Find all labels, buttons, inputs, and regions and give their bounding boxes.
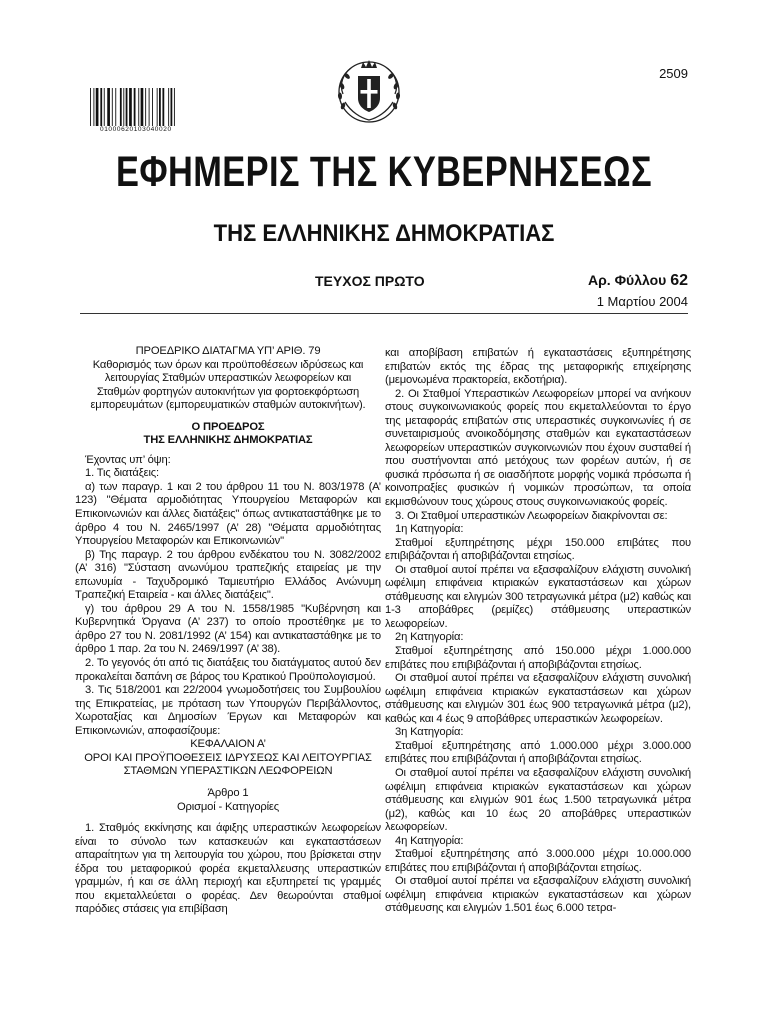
barcode-bar xyxy=(107,88,110,126)
barcode-bar xyxy=(104,88,105,126)
issue-date: 1 Μαρτίου 2004 xyxy=(596,294,688,309)
coat-of-arms-emblem xyxy=(333,54,405,126)
barcode-bar xyxy=(138,88,139,126)
article-title: Ορισμοί - Κατηγορίες xyxy=(176,800,280,813)
category-2-title: 2η Κατηγορία: xyxy=(395,631,464,644)
barcode-number: 01000620103040020 xyxy=(100,126,172,133)
gazette-title: ΕΦΗΜΕΡΙΣ ΤΗΣ ΚΥΒΕΡΝΗΣΕΩΣ xyxy=(115,148,652,196)
decree-subject: Καθορισμός των όρων και προϋποθέσεων ιδρύσεως και λειτουργίας Σταθμών υπεραστικών λεωφορείων και Σταθμών φορτηγών αυτοκινήτων για φορτοεκφόρτωση εμπορευμάτων (εμπορευματικών σταθμών αυτοκινήτων). xyxy=(90,358,366,412)
paragraph-2: 2. Οι Σταθμοί Υπεραστικών Λεωφορείων μπορεί να ανήκουν στους συγκοινωνιακούς φορείς που εκμεταλλεύονται το έργο της μεταφοράς επιβατών στις υπεραστικές συγκοινωνίες ή σε συνεταιρισμούς ανοικοδόμησης σταθμών και εγκαταστάσεων λεωφορείων υπεραστικών συγκοινωνιών που έχουν συσταθεί ή που συστήνονται από μετόχους των φορέων αυτών, ή σε φυσικά πρόσωπα ή σε οιασδήποτε μορφής νομικά πρόσωπα ή κοινοπραξίες φυσικών ή νομικών προσώπων, τα οποία εκμισθώνουν τους χώρους στους συγκοινωνιακούς φορείς. xyxy=(385,387,691,509)
paragraph-3: 3. Οι Σταθμοί υπεραστικών Λεωφορείων διακρίνονται σε: xyxy=(395,509,668,522)
barcode-bar xyxy=(145,88,146,126)
barcode-bar xyxy=(157,88,158,126)
category-4-description: Σταθμοί εξυπηρέτησης από 3.000.000 μέχρι 10.000.000 επιβάτες που επιβιβάζονται ή αποβιβάζονται ετησίως. xyxy=(385,848,691,874)
barcode-bar xyxy=(129,88,132,126)
president-line-1: Ο ΠΡΟΕΔΡΟΣ xyxy=(191,420,265,433)
provision-b: β) Της παραγρ. 2 του άρθρου ενδέκατου του Ν. 3082/2002 (Α’ 316) "Σύσταση ανωνύμου τραπεζικής εταιρείας με την επωνυμία - Ταχυδρομικό Ταμιευτήριο Ελλάδος Ανώνυμη Τραπεζική Εταιρεία - και άλλες διατάξεις". xyxy=(75,548,381,602)
barcode-bar xyxy=(112,88,113,126)
issue-type: ΤΕΥΧΟΣ ΠΡΩΤΟ xyxy=(315,273,425,289)
barcode-bar xyxy=(168,88,169,126)
president-line-2: ΤΗΣ ΕΛΛΗΝΙΚΗΣ ΔΗΜΟΚΡΑΤΙΑΣ xyxy=(143,434,313,447)
provisions-1: 1. Τις διατάξεις: xyxy=(85,467,159,480)
category-2-requirements: Οι σταθμοί αυτοί πρέπει να εξασφαλίζουν ελάχιστη συνολική ωφέλιμη επιφάνεια κτιριακών εγκαταστάσεων και χώρων στάθμευσης και ελιγμών 301 έως 900 τετραγωνικά μέτρα (μ2), καθώς και 4 έως 9 αποβάθρες υπεραστικών λεωφορείων. xyxy=(385,672,691,725)
provision-c: γ) του άρθρου 29 Α του Ν. 1558/1985 "Κυβέρνηση και Κυβερνητικά Όργανα (Α’ 237) το οποίο προστέθηκε με το άρθρο 27 του Ν. 2081/1992 (Α’ 154) και αντικαταστάθηκε με το άρθρο 1 παρ. 2α του Ν. 2469/1997 (Α’ 38). xyxy=(75,602,381,656)
continued-paragraph: και αποβίβαση επιβατών ή εγκαταστάσεις εξυπηρέτησης επιβατών εκτός της έδρας της μεταφορικής επιχείρησης (μεμονωμένα πρακτορεία, εκδοτήρια). xyxy=(385,347,691,387)
barcode-bar xyxy=(126,88,128,126)
category-4-title: 4η Κατηγορία: xyxy=(395,834,464,847)
provision-a: α) των παραγρ. 1 και 2 του άρθρου 11 του Ν. 803/1978 (Α’ 123) "Θέματα αρμοδιότητας Υπουργείου Μεταφορών και Επικοινωνιών και άλλες διατάξεις" όπως αντικαταστάθηκε με το άρθρο 4 του Ν. 2465/1997 (Α’ 28) "Θέματα αρμοδιότητας Υπουργείου Μεταφορών και Επικοινωνιών" xyxy=(75,480,381,548)
decree-heading: ΠΡΟΕΔΡΙΚΟ ΔΙΑΤΑΓΜΑ ΥΠ’ ΑΡΙΘ. 79 xyxy=(135,345,321,357)
barcode-bar xyxy=(141,88,144,126)
barcode-bar xyxy=(90,88,91,126)
category-1-requirements: Οι σταθμοί αυτοί πρέπει να εξασφαλίζουν ελάχιστη συνολική ωφέλιμη επιφάνεια κτιριακών εγκαταστάσεων και χώρων στάθμευσης και ελιγμών 300 τετραγωνικά μέτρα (μ2) καθώς και 1-3 αποβάθρες (ρεμίζες) στάθμευσης υπεραστικών λεωφορείων. xyxy=(385,563,691,630)
gazette-subtitle: ΤΗΣ ΕΛΛΗΝΙΚΗΣ ΔΗΜΟΚΡΑΤΙΑΣ xyxy=(213,220,555,247)
right-column xyxy=(385,347,691,916)
barcode-bar xyxy=(96,88,99,126)
category-2-description: Σταθμοί εξυπηρέτησης από 150.000 μέχρι 1.000.000 επιβάτες που επιβιβάζονται ή αποβιβάζονται ετησίως. xyxy=(385,645,691,671)
barcode-bar xyxy=(120,88,122,126)
barcode-bar xyxy=(123,88,124,126)
barcode-bar xyxy=(149,88,150,126)
barcode-bar xyxy=(134,88,136,126)
sheet-label: Αρ. Φύλλου xyxy=(588,272,667,288)
chapter-title: ΟΡΟΙ ΚΑΙ ΠΡΟΫΠΟΘΕΣΕΙΣ ΙΔΡΥΣΕΩΣ ΚΑΙ ΛΕΙΤΟΥΡΓΙΑΣ ΣΤΑΘΜΩΝ ΥΠΕΡΑΣΤΙΚΩΝ ΛΕΩΦΟΡΕΙΩΝ xyxy=(84,751,372,778)
category-4-requirements: Οι σταθμοί αυτοί πρέπει να εξασφαλίζουν ελάχιστη συνολική ωφέλιμη επιφάνεια κτιριακών εγκαταστάσεων και χώρων στάθμευσης και ελιγμών 1.501 έως 6.000 τετρα- xyxy=(385,875,691,915)
barcode-bar xyxy=(100,88,102,126)
header-divider xyxy=(80,313,688,314)
barcode-bar xyxy=(115,88,116,126)
category-1-title: 1η Κατηγορία: xyxy=(395,523,464,536)
category-3-requirements: Οι σταθμοί αυτοί πρέπει να εξασφαλίζουν ελάχιστη συνολική ωφέλιμη επιφάνεια κτιριακών εγκαταστάσεων και χώρων στάθμευσης και ελιγμών 901 έως 1.500 τετραγωνικά μέτρα (μ2), καθώς και 10 έως 20 αποβάθρες υπεραστικών λεωφορείων. xyxy=(385,766,691,834)
category-3-description: Σταθμοί εξυπηρέτησης από 1.000.000 μέχρι 3.000.000 επιβάτες που επιβιβάζονται ή αποβιβάζονται ετησίως. xyxy=(385,739,691,766)
barcode-bar xyxy=(174,88,175,126)
article-heading: Άρθρο 1 xyxy=(207,786,249,799)
category-1-description: Σταθμοί εξυπηρέτησης μέχρι 150.000 επιβάτες που επιβιβάζονται ή αποβιβάζονται ετησίως. xyxy=(385,536,691,563)
barcode-bar xyxy=(159,88,161,126)
chapter-heading: ΚΕΦΑΛΑΙΟΝ Α’ xyxy=(190,738,266,751)
having-regard: Έχοντας υπ’ όψη: xyxy=(85,453,171,466)
barcode-bar xyxy=(93,88,94,126)
article-paragraph-1: 1. Σταθμός εκκίνησης και άφιξης υπεραστικών λεωφορείων είναι το σύνολο των κατασκευών και εγκαταστάσεων απαραίτητων για τη λειτουργία του χώρου, που βρίσκεται στην έδρα του μεταφορικού φορέα εκμεταλλευσης υπεραστικών γραμμών, ή και σε άλλη περιοχή και εξυπηρετεί τις γραμμές που εκμεταλλεύεται ο φορέας. Δεν θεωρούνται σταθμοί παρόδιες στάσεις για επιβίβαση xyxy=(75,822,381,916)
barcode-bar xyxy=(162,88,164,126)
barcode xyxy=(90,88,200,126)
barcode-bar xyxy=(152,88,153,126)
barcode-bar xyxy=(171,88,173,126)
paragraph-2: 2. Το γεγονός ότι από τις διατάξεις του διατάγματος αυτού δεν προκαλείται δαπάνη σε βάρος του Κρατικού Προϋπολογισμού. xyxy=(75,657,381,683)
sheet-number xyxy=(588,272,688,290)
paragraph-3: 3. Τις 518/2001 και 22/2004 γνωμοδοτήσεις του Συμβουλίου της Επικρατείας, με πρόταση των Υπουργών Περιβάλλοντος, Χωροταξίας και Δημοσίων Έργων και Μεταφορών και Επικοινωνιών, αποφασίζουμε: xyxy=(75,684,381,737)
category-3-title: 3η Κατηγορία: xyxy=(395,726,464,739)
left-column xyxy=(75,345,381,917)
sheet-number-value: 62 xyxy=(670,272,688,289)
page-number: 2509 xyxy=(659,66,688,81)
